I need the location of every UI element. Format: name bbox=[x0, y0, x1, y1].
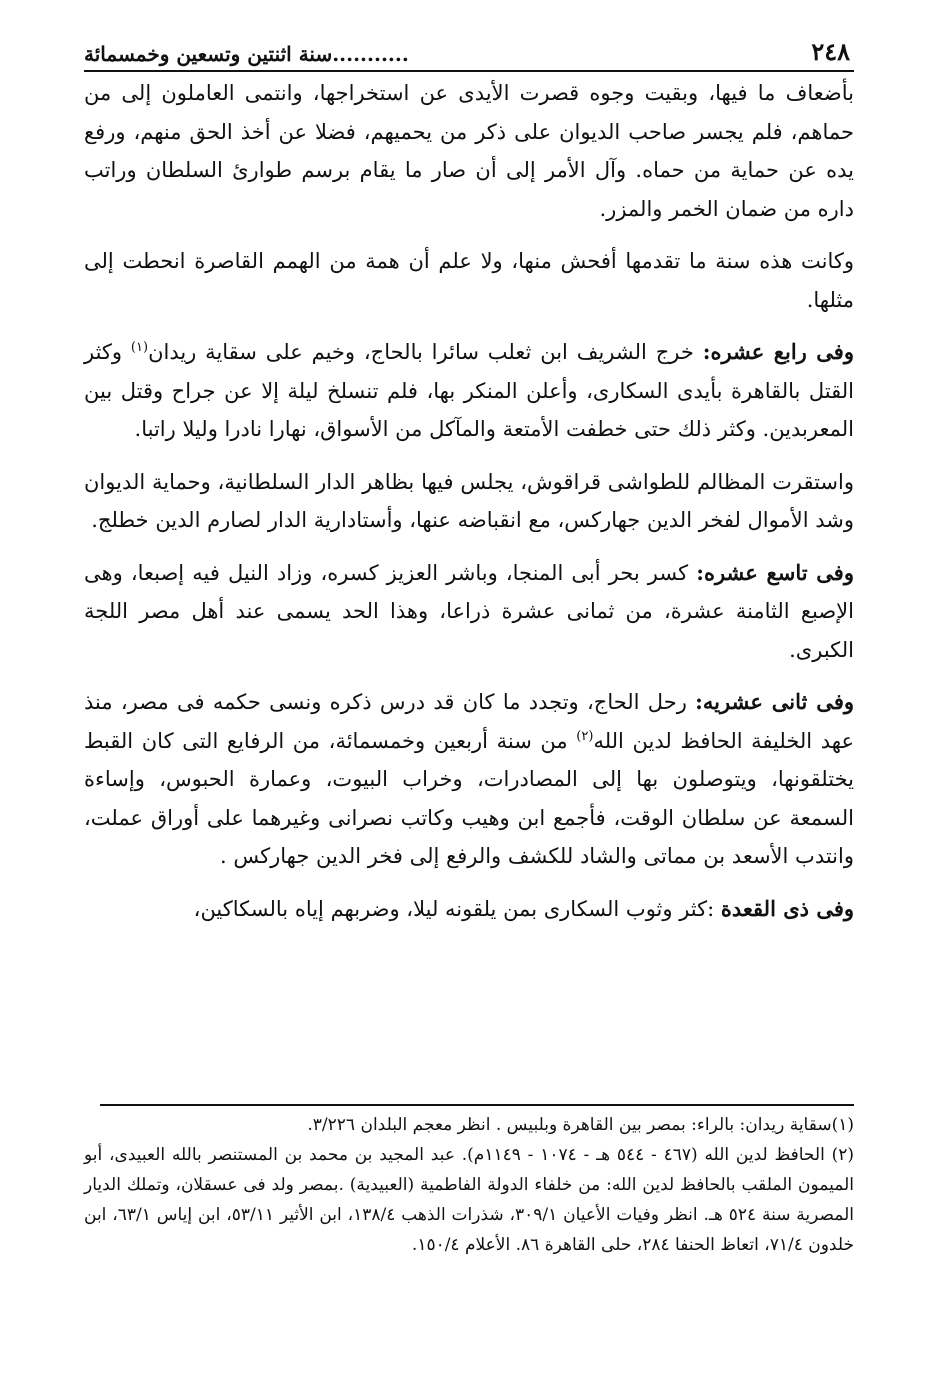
date-heading: وفى ذى القعدة bbox=[720, 895, 854, 921]
date-heading: وفى رابع عشره: bbox=[702, 339, 854, 364]
paragraph bbox=[84, 242, 854, 319]
paragraph-text: بأضعاف ما فيها، وبقيت وجوه قصرت الأيدى عن استخراجها، وانتمى العاملون إلى من حماهم، فلم يجسر صاحب الديوان على ذكر من يحميهم، فضلا عن أخذ الحق منهم، ورفع يده عن حماية من حماه. وآل الأمر إلى أن صار ما يقام برسم طوارئ السلطان وراتب داره من ضمان الخمر والمزر. bbox=[84, 81, 854, 221]
paragraph bbox=[84, 554, 854, 670]
paragraph bbox=[84, 890, 854, 929]
running-title: ...........سنة اثنتين وتسعين وخمسمائة bbox=[84, 42, 409, 66]
date-heading: وفى ثانى عشريه: bbox=[695, 689, 854, 714]
page-number: ٢٤٨ bbox=[811, 37, 850, 66]
paragraph-text: وكثر القتل بالقاهرة بأيدى السكارى، وأعلن المنكر بها، فلم تنسلخ ليلة إلا عن جراح وقتل بين المعربدين. وكثر ذلك حتى خطفت الأمتعة والمآكل من الأسواق، نهارا نادرا وليلا راتبا. bbox=[84, 340, 854, 441]
paragraph-text: وكانت هذه سنة ما تقدمها أفحش منها، ولا علم أن همة من الهمم القاصرة انحطت إلى مثلها. bbox=[84, 249, 855, 312]
paragraph-text: رحل الحاج، وتجدد ما كان قد درس ذكره ونسى حكمه فى مصر، منذ عهد الخليفة الحافظ لدين الله bbox=[84, 690, 854, 753]
header-divider bbox=[84, 70, 854, 72]
paragraph bbox=[84, 683, 854, 876]
paragraph bbox=[84, 463, 854, 540]
footnote-2: (٢) الحافظ لدين الله (٤٦٧ - ٥٤٤ هـ - ١٠٧٤ - ١١٤٩م). عبد المجيد بن محمد بن المستنصر بالله العبيدى، أبو الميمون الملقب بالحافظ لدين الله: من خلفاء الدولة الفاطمية (العبيدية) .بمصر ولد فى عسقلان، وتملك الديار المصرية سنة ٥٢٤ هـ. انظر وفيات الأعيان ٣٠٩/١، شذرات الذهب ١٣٨/٤، ابن الأثير ٥٣/١١، ابن إياس ٦٣/١، ابن خلدون ٧١/٤، اتعاظ الحنفا ٢٨٤، حلى القاهرة ٨٦. الأعلام ١٥٠/٤. bbox=[84, 1145, 855, 1255]
paragraph-text: خرج الشريف ابن ثعلب سائرا بالحاج، وخيم على سقاية ريدان bbox=[148, 340, 703, 364]
footnote-ref: (١) bbox=[130, 340, 149, 355]
footnote-1: (١)سقاية ريدان: بالراء: بمصر بين القاهرة وبلبيس . انظر معجم البلدان ٣/٢٢٦. bbox=[307, 1115, 854, 1135]
page-header bbox=[84, 32, 850, 66]
paragraph bbox=[84, 74, 854, 228]
paragraph-text: من سنة أربعين وخمسمائة، من الرفايع التى كان القبط يختلقونها، ويتوصلون بها إلى المصادرات، وخراب البيوت، وعمارة الحبوس، وإساءة السمعة عن سلطان الوقت، فأجمع ابن وهيب وكاتب نصرانى وغيرهما على أوراق عملت، وانتدب الأسعد بن مماتى والشاد للكشف والرفع إلى فخر الدين جهاركس . bbox=[84, 728, 854, 868]
paragraph-text: :كثر وثوب السكارى بمن يلقونه ليلا، وضربهم إياه بالسكاكين، bbox=[193, 896, 721, 921]
footnotes bbox=[84, 1110, 854, 1260]
paragraph-text: كسر بحر أبى المنجا، وباشر العزيز كسره، وزاد النيل فيه إصبعا، وهى الإصبع الثامنة عشرة، من ثمانى عشرة ذراعا، وهذا الحد يسمى عند أهل مصر اللجة الكبرى. bbox=[84, 560, 854, 662]
main-text bbox=[84, 74, 854, 936]
paragraph-text: واستقرت المظالم للطواشى قراقوش، يجلس فيها بظاهر الدار السلطانية، وحماية الديوان وشد الأموال لفخر الدين جهاركس، مع انقباضه عنها، وأستادارية الدار لصارم الدين خطلج. bbox=[84, 469, 854, 532]
date-heading: وفى تاسع عشره: bbox=[696, 559, 854, 585]
footnote-ref: (٢) bbox=[576, 728, 594, 744]
paragraph bbox=[84, 333, 854, 449]
footnote-divider bbox=[100, 1104, 854, 1106]
